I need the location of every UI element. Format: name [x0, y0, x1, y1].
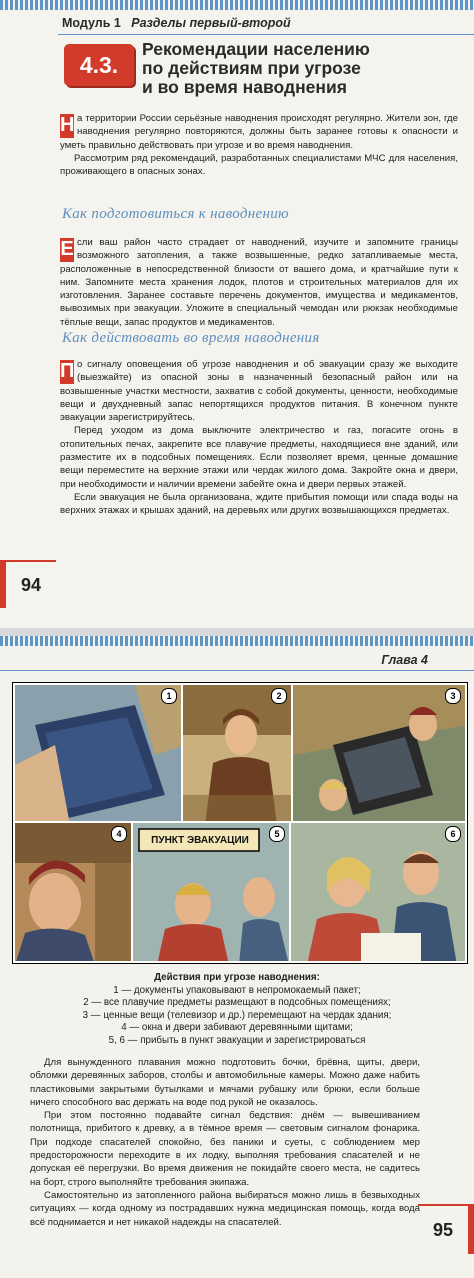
intro-paragraph-1: а территории России серьёзные наводнения происходят регулярно. Жители зон, где наводнения регулярно повторяются, должны быть заранее готовы к опасности и уметь правильно действовать при угрозе и во время наводнения.: [60, 113, 458, 151]
section-title-line: и во время наводнения: [142, 77, 347, 97]
section-number-badge: 4.3.: [64, 44, 134, 86]
comic-panel-3: [291, 683, 467, 823]
comic-panel-5: [131, 821, 291, 963]
during-dropcap: П: [60, 360, 75, 382]
intro-dropcap: Н: [60, 114, 75, 136]
bottom-body-text: [30, 1056, 420, 1229]
panel-3-illustration: [293, 685, 467, 823]
page-94: [0, 0, 474, 628]
section-title-line: Рекомендации населению: [142, 39, 370, 59]
section-title-line: по действиям при угрозе: [142, 58, 361, 78]
subhead-during: Как действовать во время наводнения: [62, 330, 320, 346]
intro-paragraph-2: Рассмотрим ряд рекомендаций, разработанных специалистами МЧС для населения, проживающего в опасных зонах.: [60, 152, 458, 178]
panel-6-illustration: [291, 823, 467, 963]
comic-panel-2: [181, 683, 293, 823]
page-95: [0, 636, 474, 1278]
module-label: Модуль 1: [62, 16, 121, 30]
panel-number-1: 1: [161, 688, 177, 704]
chapter-header: [0, 650, 474, 671]
caption-line: 2 — все плавучие предметы размещают в подсобных помещениях;: [83, 997, 391, 1008]
bottom-paragraph-2: При этом постоянно подавайте сигнал бедствия: днём — вывешиванием полотнища, прибитого к древку, а в тёмное время — световым сигналом фонарика. При подходе спасателей спокойно, без паники и суеты, с соблюдением мер предосторожности переходите в их лодку, выполняя требования спасателей и не допуская её перегрузки. Во время движения не покидайте своего места, не садитесь на борт, строго выполняйте требования экипажа.: [30, 1110, 420, 1188]
comic-panel-4: [13, 821, 133, 963]
bottom-ruler-stripe: [0, 636, 474, 646]
during-text: [60, 358, 458, 518]
section-title: [142, 40, 462, 97]
prepare-paragraph-1: сли ваш район часто страдает от наводнений, изучите и запомните границы возможного затопления, а также возвышенные, редко затапливаемые места, расположенные в непосредственной близости от вашего дома, и кратчайшие пути к ним. Запомните места хранения лодок, плотов и строительных материалов для их изготовления. Заранее составьте перечень документов, имущества и медикаментов, вывозимых при эвакуации. Уложите в специальный чемодан или рюкзак необходимые тёплые вещи, запас продуктов и медикаментов.: [60, 237, 458, 328]
during-paragraph-3: Если эвакуация не была организована, ждите прибытия помощи или спада воды на верхних этажах и крышах зданий, на деревьях или других возвышающихся предметах.: [60, 491, 458, 517]
top-ruler-stripe: [0, 0, 474, 10]
panel-4-illustration: [15, 823, 133, 963]
page-number-95: 95: [418, 1204, 474, 1254]
flood-actions-comic: [12, 682, 468, 964]
module-subtitle: Разделы первый-второй: [131, 16, 291, 30]
page-number-94: 94: [0, 560, 56, 608]
panel-1-illustration: [15, 685, 183, 823]
caption-line: 3 — ценные вещи (телевизор и др.) перемещают на чердак здания;: [82, 1009, 392, 1021]
subhead-prepare: Как подготовиться к наводнению: [62, 206, 289, 222]
module-header: [58, 12, 474, 35]
bottom-paragraph-3: Самостоятельно из затопленного района выбираться можно лишь в безвыходных ситуациях — когда одному из пострадавших нужна медицинская помощь, когда вода всё поднимается и нет никакой надежды на спасателей.: [30, 1189, 420, 1228]
page-gap: [0, 628, 474, 636]
comic-panel-1: [13, 683, 183, 823]
chapter-label: Глава 4: [381, 653, 428, 667]
comic-panel-6: [289, 821, 467, 963]
panel-number-3: 3: [445, 688, 461, 704]
panel-number-6: 6: [445, 826, 461, 842]
panel-2-illustration: [183, 685, 293, 823]
caption-line: 5, 6 — прибыть в пункт эвакуации и зарегистрироваться: [108, 1034, 366, 1046]
intro-text: [60, 112, 458, 178]
during-paragraph-1: о сигналу оповещения об угрозе наводнения и об эвакуации сразу же выходите (выезжайте) из опасной зоны в назначенный безопасный район или на возвышенные участки местности, захватив с собой документы, ценности, необходимые вещи и двухдневный запас непортящихся продуктов питания. В конечном пункте эвакуации зарегистрируйтесь.: [60, 359, 458, 424]
prepare-dropcap: Е: [60, 238, 74, 260]
evacuation-sign: ПУНКТ ЭВАКУАЦИИ: [151, 835, 249, 846]
prepare-text: [60, 236, 458, 329]
caption-line: 4 — окна и двери забивают деревянными щитами;: [121, 1022, 353, 1033]
panel-number-5: 5: [269, 826, 285, 842]
during-paragraph-2: Перед уходом из дома выключите электричество и газ, погасите огонь в отопительных печах, закрепите все плавучие предметы, находящиеся вне зданий, или разместите их в подсобных помещениях. Если позволяет время, ценные домашние вещи переместите на верхние этажи или чердак жилого дома. Закройте окна и двери, при необходимости и наличии времени забейте окна и двери первых этажей.: [60, 425, 458, 490]
panel-number-4: 4: [111, 826, 127, 842]
panel-number-2: 2: [271, 688, 287, 704]
caption-title: Действия при угрозе наводнения:: [154, 972, 320, 983]
comic-caption: [20, 972, 454, 1047]
caption-line: 1 — документы упаковывают в непромокаемый пакет;: [113, 984, 361, 996]
bottom-paragraph-1: Для вынужденного плавания можно подготовить бочки, брёвна, щиты, двери, обломки деревянных заборов, столбы и автомобильные камеры. Можно даже набить пластиковыми закрытыми бутылками и мячами рубашку или брюки, если больше ничего способного вас держать на воде под рукой не оказалось.: [30, 1057, 420, 1108]
